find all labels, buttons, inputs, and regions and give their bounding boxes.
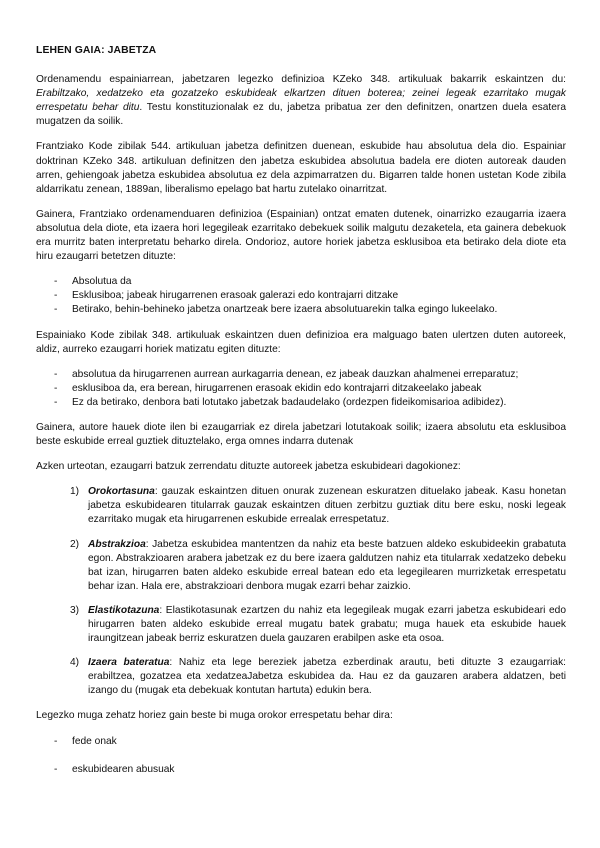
- list-item-text: eskubidearen abusuak: [72, 763, 175, 775]
- item-term: Abstrakzioa: [88, 538, 146, 550]
- paragraph-recent-features: Azken urteotan, ezaugarri batzuk zerrendatu dituzte autoreek jabetza eskubideari dagokionez:: [36, 461, 461, 473]
- list-item: [36, 368, 566, 382]
- numbered-item: [36, 604, 566, 646]
- numbered-item: [36, 656, 566, 698]
- item-term: Izaera bateratua: [88, 657, 170, 669]
- list-item-text: Absolutua da: [72, 276, 132, 288]
- list-item: [36, 382, 566, 396]
- dash-marker: -: [54, 763, 58, 775]
- list-nuanced-features: [36, 368, 566, 410]
- dash-marker: -: [54, 735, 58, 747]
- dash-marker: -: [54, 304, 58, 316]
- list-item: [36, 275, 566, 289]
- item-term: Orokortasuna: [88, 486, 155, 498]
- list-item: [36, 735, 566, 749]
- paragraph-definition-outro: . Testu konstituzionalak ez du, jabetza pribatua zer den definitzen, onartzen duela esatera mugatzen da soilik.: [36, 102, 566, 128]
- list-item-text: Esklusiboa; jabeak hirugarrenen erasoak galerazi edo kontrajarri ditzake: [72, 290, 399, 302]
- item-number: 4): [70, 657, 80, 669]
- list-item-text: Ez da betirako, denbora bati lotutako jabetzak badaudelako (ordezpen fideikomisarioa adibidez).: [72, 396, 507, 408]
- list-numbered-features: [36, 485, 566, 698]
- dash-marker: -: [54, 396, 58, 408]
- page-title: LEHEN GAIA: JABETZA: [36, 45, 157, 56]
- item-term: Elastikotazuna: [88, 604, 160, 616]
- dash-marker: -: [54, 276, 58, 288]
- paragraph-erga-omnes: Gainera, autore hauek diote ilen bi ezaugarriak ez direla jabetzari lotutakoak soilik; izaera absolutu eta esklusiboa beste eskubide erreal guztiek dituztelako, erga omnes indarra dutenak: [36, 421, 566, 448]
- list-general-limits: [36, 735, 566, 777]
- dash-marker: -: [54, 382, 58, 394]
- list-absolute-features: [36, 275, 566, 317]
- paragraph-definition: [36, 73, 566, 129]
- dash-marker: -: [54, 368, 58, 380]
- list-item: [36, 763, 566, 777]
- item-number: 2): [70, 538, 80, 550]
- list-item: [36, 289, 566, 303]
- list-item-text: absolutua da hirugarrenen aurrean aurkagarria denean, ez jabeak dauzkan ahalmenei erreparatuz;: [72, 368, 519, 380]
- item-number: 3): [70, 604, 80, 616]
- numbered-item: [36, 485, 566, 527]
- document-page: [36, 44, 566, 791]
- dash-marker: -: [54, 290, 58, 302]
- list-item: [36, 396, 566, 410]
- legal-quote: Erabiltzako, xedatzeko eta gozatzeko eskubideak elkartzen dituen boterea; zeinei legeak ezarritako mugak errespetatu behar ditu: [36, 88, 566, 114]
- numbered-item: [36, 538, 566, 594]
- list-item-text: Betirako, behin-behineko jabetza onartzeak bere izaera absolutuarekin talka egingo lukeelako.: [72, 304, 498, 316]
- paragraph-absolute-view: Gainera, Frantziako ordenamenduaren definizioa (Espainian) ontzat ematen dutenek, oinarrizko ezaugarria izaera absolutua dela diote, eta izaera hori legegileak ezarritako debekuek soilik malgutu dezaketela, eta gainera debekuok era murritz baten interpretatu beharko direla. Ondorioz, autore horiek jabetza esklusiboa eta betirako dela diote eta hiru ezaugarri betetzen dituzte:: [36, 208, 566, 263]
- list-item: [36, 303, 566, 317]
- item-text: : gauzak eskaintzen dituen onurak zuzenean eskuratzen dituelako jabeak. Kasu honetan jabetza eskubidearen titularrak gauzak eskaintzen dituen zerbitzu guztiak ditu bere esku, noski legeak ezarritako mugak eta hirugarrenen eskubide errealak errespetatuz.: [88, 486, 566, 526]
- paragraph-french-code: Frantziako Kode zibilak 544. artikuluan jabetza definitzen duenean, eskubide hau absolutua dela dio. Espainiar doktrinan KZeko 348. artikuluan definitzen den jabetza eskubidea absolutua badela ere dioten autoreak dauden arren, gehiengoak jabetza eskubidea absolutua ez dela azpimarratzen du. Bigarren talde honen ustetan Kode zibila aldarrikatu zenean, 1889an, liberalismo epelago bat hartu zutelako oinarritzat.: [36, 141, 566, 195]
- paragraph-general-limits: Legezko muga zehatz horiez gain beste bi muga orokor errespetatu behar dira:: [36, 710, 393, 722]
- list-item-text: esklusiboa da, era berean, hirugarrenen erasoak ekidin edo kontrajarri ditzakeelako jabeak: [72, 382, 482, 394]
- paragraph-flexible-view: Espainiako Kode zibilak 348. artikuluak eskaintzen duen definizioa era malguago baten ulertzen duten autoreek, aldiz, aurreko ezaugarri horiek matizatu egiten dituzte:: [36, 329, 566, 355]
- item-text: : Nahiz eta lege bereziek jabetza ezberdinak arautu, beti dituzte 3 ezaugarriak: erabiltzea, gozatzea eta xedatzeaJabetza eskubidea da. Hau ez da gauzaren arabera aldatzen, beti izango du (mugak eta debekuak kontutan hartuta) edukin bera.: [88, 657, 567, 697]
- item-text: : Jabetza eskubidea mantentzen da nahiz eta beste batzuen aldeko eskubideekin grabatuta egon. Abstrakzioaren arabera jabetzak ez du bere izaera galdutzen nahiz eta titularrak xedatzeko debeku bat izan, hirugarren baten aldeko eskubide erreal batean edo eta legegilearen murrizketak errespetatu behar izan. Hala ere, abstrakzioari denbora mugak ezarri behar zaizkio.: [88, 538, 566, 592]
- list-item-text: fede onak: [72, 735, 117, 747]
- item-text: : Elastikotasunak ezartzen du nahiz eta legegileak mugak ezarri jabetza eskubideari edo hirugarren baten aldeko eskubide erreal mugatu batek grabatu; muga hauek eta eskubide hauek iraungitzean jabeak berriz eskuratzen duela gauzaren erabilpen aske eta osoa.: [88, 604, 566, 645]
- paragraph-definition-intro: Ordenamendu espainiarrean, jabetzaren legezko definizioa KZeko 348. artikuluak bakarrik eskaintzen du:: [36, 74, 566, 86]
- item-number: 1): [70, 486, 80, 498]
